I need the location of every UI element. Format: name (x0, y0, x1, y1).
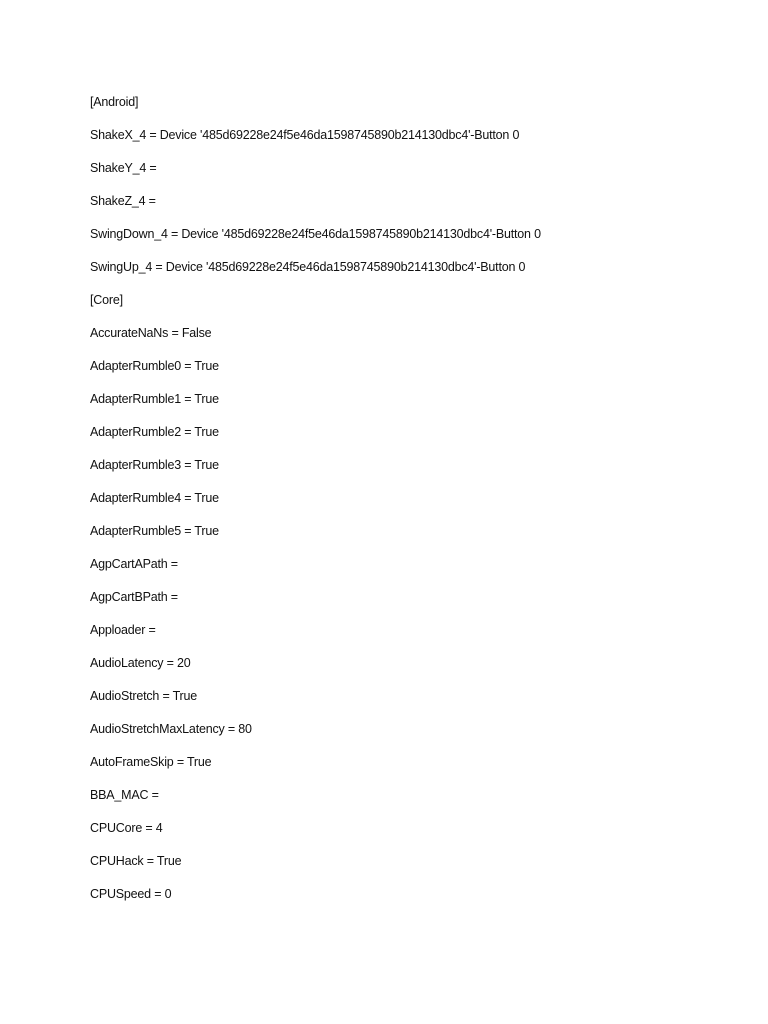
config-line-audiolatency: AudioLatency = 20 (90, 656, 191, 670)
config-lines (90, 92, 541, 917)
config-line-accuratenans: AccurateNaNs = False (90, 326, 212, 340)
config-line-cpuspeed: CPUSpeed = 0 (90, 887, 172, 901)
config-line-apploader: Apploader = (90, 623, 156, 637)
config-line-audiostretchmaxlatency: AudioStretchMaxLatency = 80 (90, 722, 252, 736)
config-line-shakex: ShakeX_4 = Device '485d69228e24f5e46da1598745890b214130dbc4'-Button 0 (90, 128, 520, 142)
config-line-agpcartapath: AgpCartAPath = (90, 557, 178, 571)
config-line-swingup: SwingUp_4 = Device '485d69228e24f5e46da1598745890b214130dbc4'-Button 0 (90, 260, 526, 274)
config-line-adapterrumble1: AdapterRumble1 = True (90, 392, 219, 406)
config-line-audiostretch: AudioStretch = True (90, 689, 198, 703)
section-header-android: [Android] (90, 95, 139, 109)
config-line-shakez: ShakeZ_4 = (90, 194, 156, 208)
config-line-agpcartbpath: AgpCartBPath = (90, 590, 178, 604)
config-line-swingdown: SwingDown_4 = Device '485d69228e24f5e46da1598745890b214130dbc4'-Button 0 (90, 227, 541, 241)
config-line-cpuhack: CPUHack = True (90, 854, 182, 868)
config-line-adapterrumble0: AdapterRumble0 = True (90, 359, 219, 373)
config-line-cpucore: CPUCore = 4 (90, 821, 163, 835)
config-line-adapterrumble3: AdapterRumble3 = True (90, 458, 219, 472)
config-line-adapterrumble4: AdapterRumble4 = True (90, 491, 219, 505)
section-header-core: [Core] (90, 293, 123, 307)
config-line-adapterrumble5: AdapterRumble5 = True (90, 524, 219, 538)
config-line-autoframeskip: AutoFrameSkip = True (90, 755, 212, 769)
config-line-shakey: ShakeY_4 = (90, 161, 157, 175)
config-line-bba-mac: BBA_MAC = (90, 788, 159, 802)
config-line-adapterrumble2: AdapterRumble2 = True (90, 425, 219, 439)
